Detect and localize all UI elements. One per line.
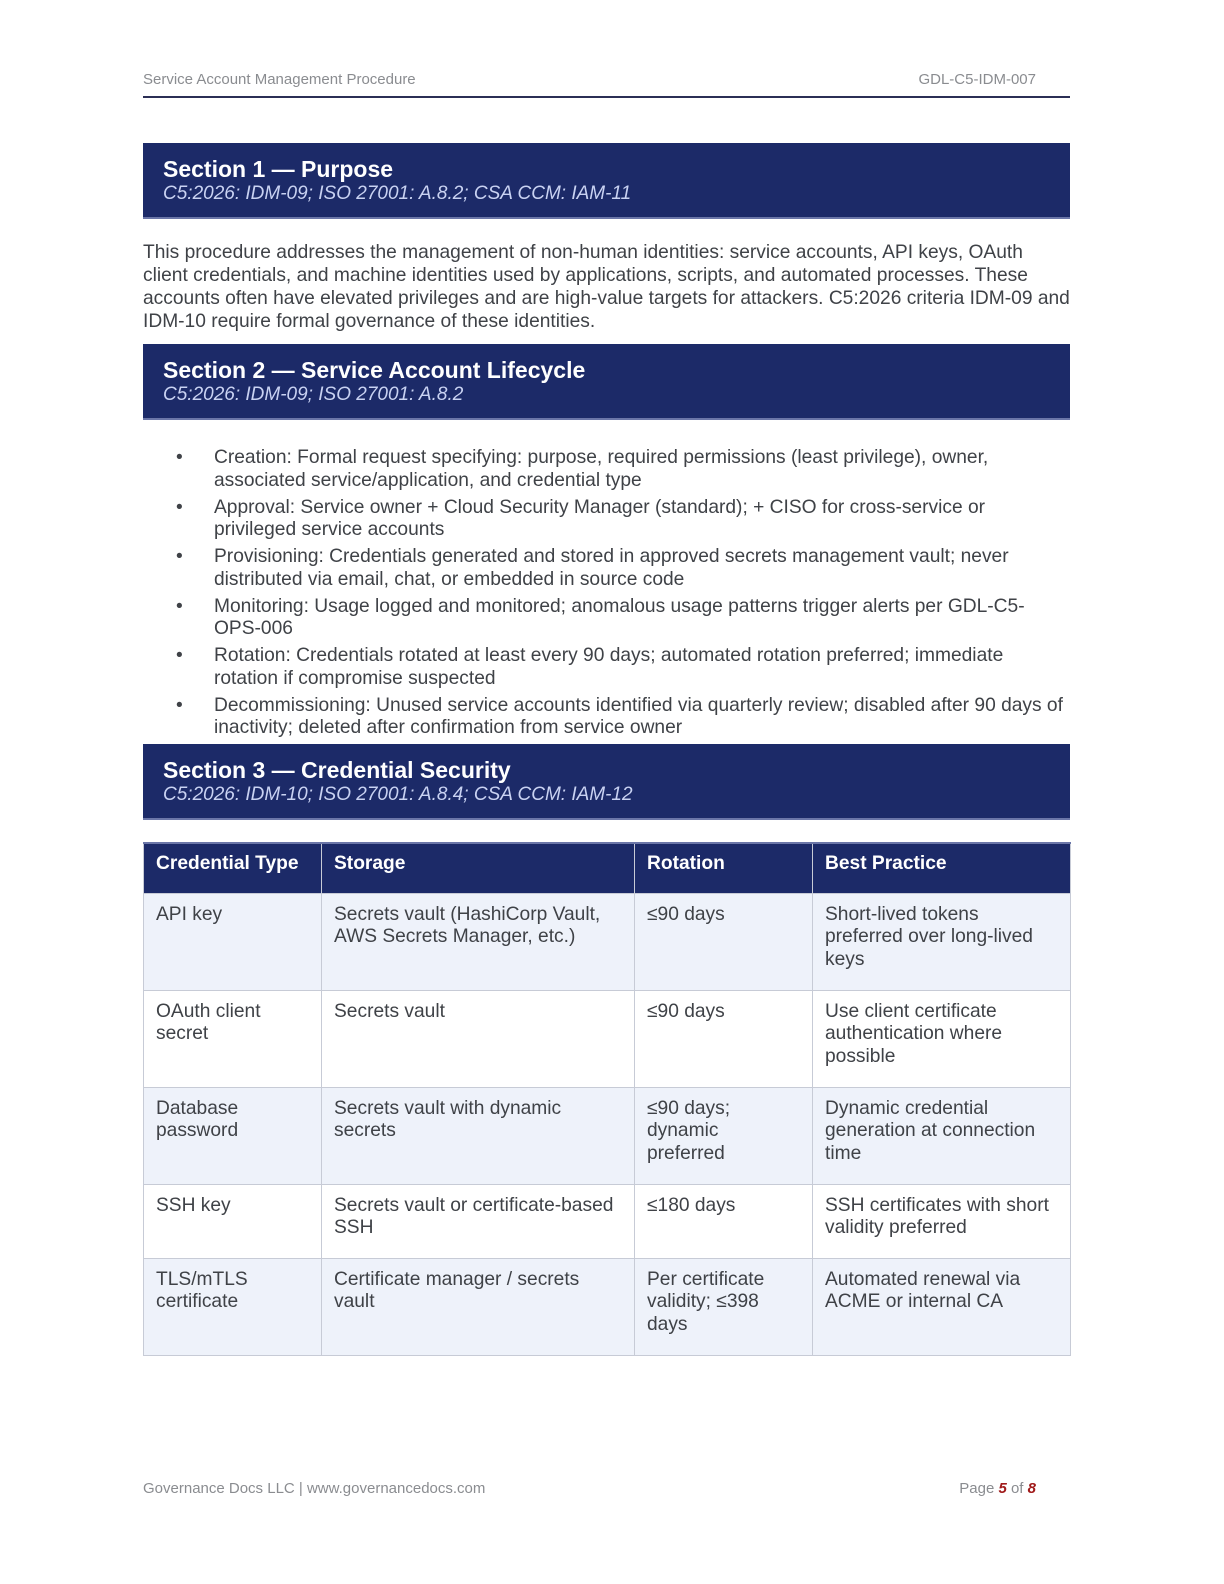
document-id: GDL-C5-IDM-007 [918, 71, 1036, 88]
cell-rotation: ≤90 days; dynamic preferred [635, 1087, 813, 1184]
section-references: C5:2026: IDM-10; ISO 27001: A.8.4; CSA CCM: IAM-12 [163, 784, 633, 805]
page-prefix: Page [959, 1480, 999, 1497]
table-row [144, 990, 1071, 1087]
list-item [143, 497, 1070, 542]
section-references: C5:2026: IDM-09; ISO 27001: A.8.2 [163, 384, 464, 405]
cell-credential-type: SSH key [144, 1184, 322, 1258]
cell-credential-type: Database password [144, 1087, 322, 1184]
table-row [144, 1258, 1071, 1355]
cell-credential-type: OAuth client secret [144, 990, 322, 1087]
page-footer [143, 1480, 1070, 1500]
cell-rotation: Per certificate validity; ≤398 days [635, 1258, 813, 1355]
cell-credential-type: API key [144, 893, 322, 990]
document-title: Service Account Management Procedure [143, 71, 416, 88]
section-3-header [143, 744, 1070, 820]
cell-best-practice: Short-lived tokens preferred over long-lived keys [813, 893, 1071, 990]
section-1-header [143, 143, 1070, 219]
list-item [143, 596, 1070, 641]
table-row [144, 1087, 1071, 1184]
list-item [143, 546, 1070, 591]
section-references: C5:2026: IDM-09; ISO 27001: A.8.2; CSA CCM: IAM-11 [163, 183, 632, 204]
cell-rotation: ≤90 days [635, 990, 813, 1087]
page-total: 8 [1027, 1480, 1036, 1497]
column-header-storage: Storage [322, 843, 635, 893]
cell-rotation: ≤90 days [635, 893, 813, 990]
credential-table [143, 842, 1071, 1356]
list-item-text: Approval: Service owner + Cloud Security Manager (standard); + CISO for cross-service or privileged service accounts [214, 496, 986, 540]
list-item-text: Rotation: Credentials rotated at least every 90 days; automated rotation preferred; immediate rotation if compromise suspected [214, 645, 1004, 689]
list-item-text: Provisioning: Credentials generated and stored in approved secrets management vault; never distributed via email, chat, or embedded in source code [214, 546, 1009, 590]
footer-company: Governance Docs LLC | www.governancedocs.com [143, 1480, 486, 1497]
column-header-best-practice: Best Practice [813, 843, 1071, 893]
page-header [143, 70, 1070, 98]
cell-best-practice: Dynamic credential generation at connection time [813, 1087, 1071, 1184]
list-item [143, 695, 1070, 740]
cell-best-practice: Use client certificate authentication where possible [813, 990, 1071, 1087]
bullet-icon: • [176, 595, 183, 617]
cell-best-practice: Automated renewal via ACME or internal CA [813, 1258, 1071, 1355]
cell-storage: Certificate manager / secrets vault [322, 1258, 635, 1355]
page-number [959, 1480, 1036, 1497]
section-title: Section 3 — Credential Security [163, 757, 511, 783]
cell-storage: Secrets vault or certificate-based SSH [322, 1184, 635, 1258]
cell-storage: Secrets vault [322, 990, 635, 1087]
bullet-icon: • [176, 546, 183, 567]
section-title: Section 1 — Purpose [163, 156, 394, 182]
bullet-icon: • [176, 694, 183, 716]
table-row [144, 1184, 1071, 1258]
list-item-text: Decommissioning: Unused service accounts identified via quarterly review; disabled after 90 days of inactivity; deleted after confirmation from service owner [214, 694, 1063, 738]
cell-credential-type: TLS/mTLS certificate [144, 1258, 322, 1355]
bullet-icon: • [176, 447, 183, 468]
section-2-header [143, 344, 1070, 420]
list-item-text: Monitoring: Usage logged and monitored; anomalous usage patterns trigger alerts per GDL-C5-OPS-006 [214, 595, 1025, 639]
cell-best-practice: SSH certificates with short validity preferred [813, 1184, 1071, 1258]
section-title: Section 2 — Service Account Lifecycle [163, 357, 586, 383]
page-of: of [1006, 1480, 1028, 1497]
cell-rotation: ≤180 days [635, 1184, 813, 1258]
cell-storage: Secrets vault (HashiCorp Vault, AWS Secrets Manager, etc.) [322, 893, 635, 990]
column-header-credential-type: Credential Type [144, 843, 322, 893]
page-current: 5 [998, 1480, 1007, 1497]
column-header-rotation: Rotation [635, 843, 813, 893]
list-item-text: Creation: Formal request specifying: purpose, required permissions (least privilege), owner, associated service/application, and credential type [214, 447, 989, 491]
list-item [143, 447, 1070, 492]
bullet-icon: • [176, 496, 183, 518]
lifecycle-list [143, 447, 1070, 744]
cell-storage: Secrets vault with dynamic secrets [322, 1087, 635, 1184]
table-header-row [144, 843, 1071, 893]
table-row [144, 893, 1071, 990]
list-item [143, 645, 1070, 690]
bullet-icon: • [176, 645, 183, 666]
purpose-paragraph: This procedure addresses the management of non-human identities: service accounts, API keys, OAuth client credentials, and machine identities used by applications, scripts, and automated processes. These accounts often have elevated privileges and are high-value targets for attackers. C5:2026 criteria IDM-09 and IDM-10 require formal governance of these identities. [143, 242, 1070, 332]
